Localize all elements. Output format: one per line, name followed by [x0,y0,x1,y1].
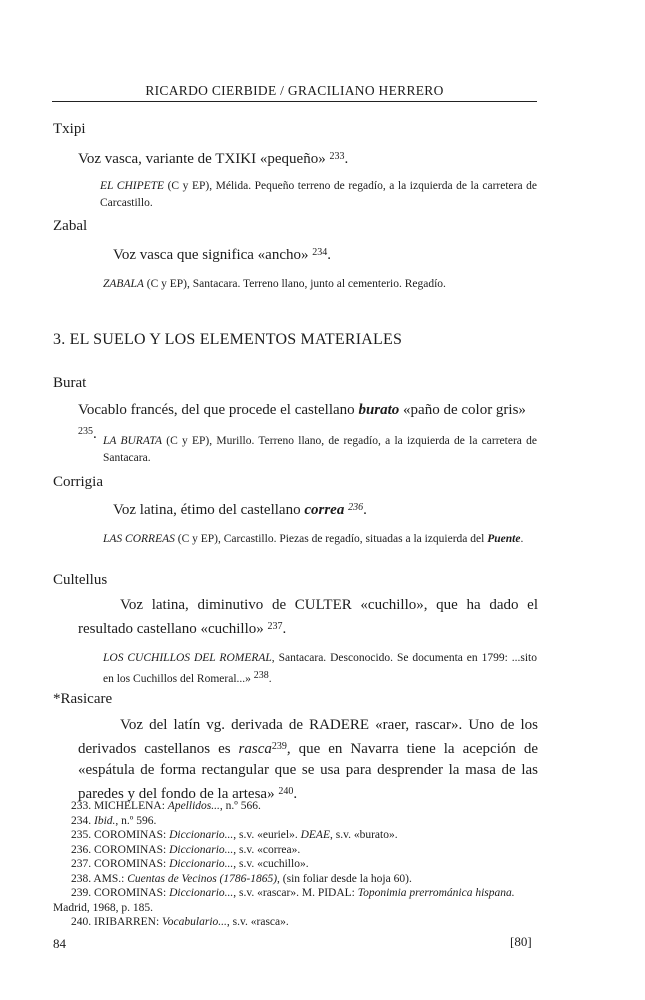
entry-definition: Voz latina, diminutivo de CULTER «cuchillo», que ha dado el resultado castellano «cuchillo» $^{237}$. [78,597,538,637]
footnote: 236. COROMINAS: Diccionario..., s.v. «correa». [71,843,301,856]
entry-term: Cultellus [53,572,108,588]
entry-example: LAS CORREAS (C y EP), Carcastillo. Piezas de regadío, situadas a la izquierda del Puente. [103,533,524,545]
entry-term: Txipi [53,121,86,137]
entry-example: LOS CUCHILLOS DEL ROMERAL, Santacara. Desconocido. Se documenta en 1799: ...sito en los Cuchillos del Romeral...» $^{238}$. [103,652,537,685]
footnote: 235. COROMINAS: Diccionario..., s.v. «euriel». DEAE, s.v. «burato». [71,829,398,841]
entry-definition: Voz vasca, variante de TXIKI «pequeño» $^{233}$. [78,151,349,167]
entry-definition: Vocablo francés, del que procede el castellano burato «paño de color gris» $^{235}$. [78,402,526,442]
entry-term: *Rasicare [53,691,113,707]
footnote-continuation: Madrid, 1968, p. 185. [53,901,153,914]
footnote: 237. COROMINAS: Diccionario..., s.v. «cuchillo». [71,858,309,870]
entry-example: ZABALA (C y EP), Santacara. Terreno llano, junto al cementerio. Regadío. [103,278,446,290]
footnote: 238. AMS.: Cuentas de Vecinos (1786-1865), (sin foliar desde la hoja 60). [71,872,412,885]
bracket-page-number: [80] [510,934,532,949]
footnote: 233. MICHELENA: Apellidos..., n.º 566. [71,800,261,812]
footnote: 240. IRIBARREN: Vocabulario..., s.v. «rasca». [71,916,289,928]
entry-term: Corrigia [53,474,103,490]
entry-definition: Voz del latín vg. derivada de RADERE «raer, rascar». Uno de los derivados castellanos es rasca$^{239}$, que en Navarra tiene la acepción de «espátula de forma rectangular que se usa para desprender la masa de las paredes y del fondo de la artesa» $^{240}$. [78,717,538,802]
footnotes [53,799,541,930]
entry-example: LA BURATA (C y EP), Murillo. Terreno llano, de regadío, a la izquierda de la carretera de Santacara. [103,435,537,464]
footnote: 239. COROMINAS: Diccionario..., s.v. «rascar». M. PIDAL: Toponimia prerrománica hispana. [71,887,515,899]
entry-definition: Voz vasca que significa «ancho» $^{234}$. [113,247,331,263]
page-number: 84 [53,936,66,951]
entry-definition: Voz latina, étimo del castellano correa $^{236}$. [113,502,367,518]
entry-term: Burat [53,375,87,391]
running-header: RICARDO CIERBIDE / GRACILIANO HERRERO [52,83,537,102]
section-title: 3. EL SUELO Y LOS ELEMENTOS MATERIALES [53,331,403,348]
entry-example: EL CHIPETE (C y EP), Mélida. Pequeño terreno de regadío, a la izquierda de la carretera de Carcastillo. [100,180,537,209]
footnote: 234. Ibid., n.º 596. [71,814,157,827]
entry-term: Zabal [53,218,88,234]
